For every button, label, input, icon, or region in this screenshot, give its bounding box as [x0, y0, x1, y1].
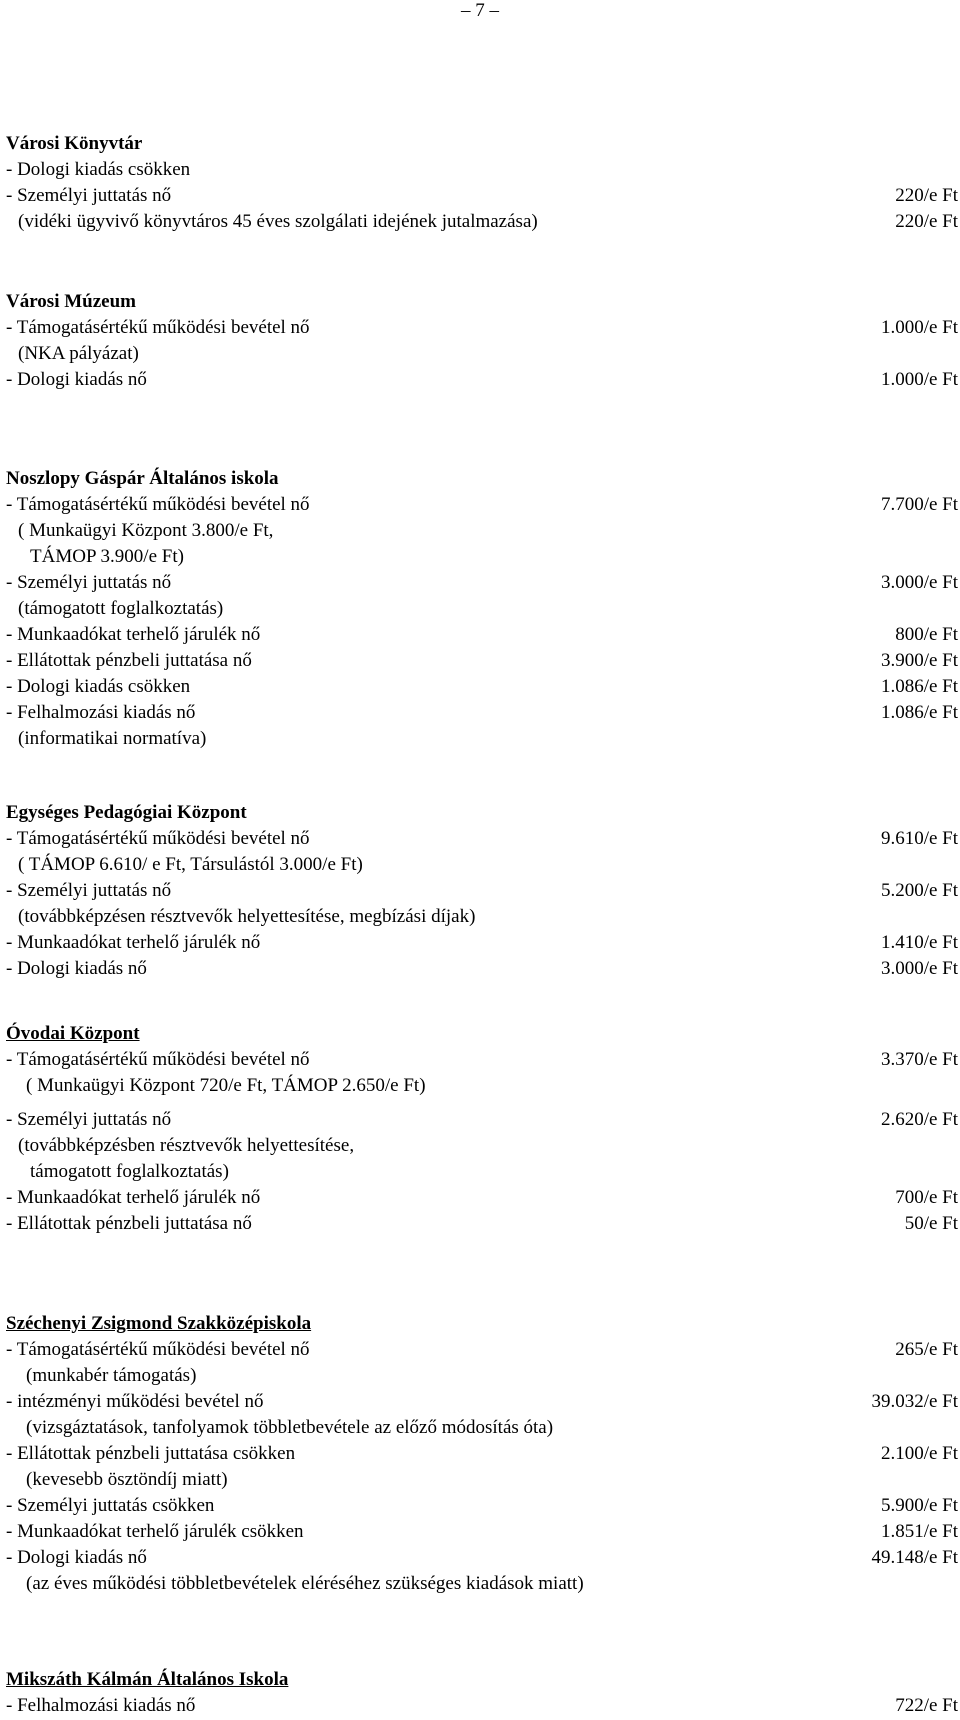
- item-label: - Felhalmozási kiadás nő: [6, 1695, 196, 1716]
- list-item: [6, 1545, 958, 1571]
- list-item: [6, 1073, 958, 1107]
- item-label: - Dologi kiadás nő: [6, 369, 147, 390]
- item-amount: 1.086/e Ft: [880, 676, 958, 697]
- item-amount: 220/e Ft: [895, 185, 958, 206]
- list-item: [6, 157, 958, 183]
- item-amount: 1.086/e Ft: [880, 702, 958, 723]
- item-amount: 3.000/e Ft: [880, 958, 958, 979]
- item-label: - Támogatásértékű működési bevétel nő: [6, 828, 310, 849]
- list-item: [6, 726, 958, 752]
- section-title: Egységes Pedagógiai Központ: [6, 802, 247, 823]
- item-label: - Személyi juttatás nő: [6, 185, 172, 206]
- item-label: - Személyi juttatás nő: [6, 1109, 172, 1130]
- list-item: [6, 1133, 958, 1159]
- item-amount: 9.610/e Ft: [880, 828, 958, 849]
- item-note: (kevesebb ösztöndíj miatt): [26, 1469, 228, 1490]
- list-item: [6, 1389, 958, 1415]
- item-note: ( Munkaügyi Központ 720/e Ft, TÁMOP 2.650/e Ft): [26, 1075, 426, 1096]
- section-varosi-konyvtar: [6, 131, 958, 235]
- item-note: ( Munkaügyi Központ 3.800/e Ft,: [18, 520, 274, 541]
- list-item: [6, 1519, 958, 1545]
- list-item: [6, 209, 958, 235]
- item-amount: 700/e Ft: [895, 1187, 958, 1208]
- section-noszlopy-gaspar: [6, 466, 958, 752]
- item-note: támogatott foglalkoztatás): [30, 1161, 229, 1182]
- item-label: - Felhalmozási kiadás nő: [6, 702, 196, 723]
- item-amount: 722/e Ft: [895, 1695, 958, 1716]
- list-item: [6, 492, 958, 518]
- item-amount: 3.370/e Ft: [880, 1049, 958, 1070]
- item-amount: 7.700/e Ft: [880, 494, 958, 515]
- item-amount: 1.851/e Ft: [880, 1521, 958, 1542]
- item-amount: 3.900/e Ft: [880, 650, 958, 671]
- item-label: - Ellátottak pénzbeli juttatása csökken: [6, 1443, 296, 1464]
- list-item: [6, 596, 958, 622]
- item-label: - Dologi kiadás nő: [6, 1547, 147, 1568]
- item-amount: 5.900/e Ft: [880, 1495, 958, 1516]
- item-amount: 50/e Ft: [904, 1213, 958, 1234]
- item-label: - Ellátottak pénzbeli juttatása nő: [6, 650, 252, 671]
- section-varosi-muzeum: [6, 289, 958, 393]
- list-item: [6, 1571, 958, 1597]
- list-item: [6, 1159, 958, 1185]
- section-title: Óvodai Központ: [6, 1023, 140, 1044]
- list-item: [6, 1493, 958, 1519]
- list-item: [6, 930, 958, 956]
- page-number: – 7 –: [461, 0, 499, 21]
- list-item: [6, 1467, 958, 1493]
- item-label: - Támogatásértékű működési bevétel nő: [6, 317, 310, 338]
- item-amount: 1.410/e Ft: [880, 932, 958, 953]
- item-note: (vidéki ügyvivő könyvtáros 45 éves szolgálati idejének jutalmazása): [18, 211, 538, 232]
- list-item: [6, 878, 958, 904]
- list-item: [6, 570, 958, 596]
- list-item: [6, 1441, 958, 1467]
- section-title: Városi Múzeum: [6, 291, 136, 312]
- item-note: (továbbképzésen résztvevők helyettesítése, megbízási díjak): [18, 906, 476, 927]
- list-item: [6, 367, 958, 393]
- list-item: [6, 622, 958, 648]
- item-amount: 5.200/e Ft: [880, 880, 958, 901]
- item-label: - Dologi kiadás nő: [6, 958, 147, 979]
- item-amount: 2.100/e Ft: [880, 1443, 958, 1464]
- item-amount: 49.148/e Ft: [871, 1547, 958, 1568]
- list-item: [6, 544, 958, 570]
- list-item: [6, 1363, 958, 1389]
- section-title: Mikszáth Kálmán Általános Iskola: [6, 1669, 289, 1690]
- list-item: [6, 1415, 958, 1441]
- item-label: - Munkaadókat terhelő járulék nő: [6, 932, 261, 953]
- section-title: Széchenyi Zsigmond Szakközépiskola: [6, 1313, 312, 1334]
- section-title: Noszlopy Gáspár Általános iskola: [6, 468, 279, 489]
- section-egyseges-pedagogiai-kozpont: [6, 800, 958, 982]
- item-label: - Személyi juttatás csökken: [6, 1495, 215, 1516]
- item-label: - Támogatásértékű működési bevétel nő: [6, 494, 310, 515]
- list-item: [6, 826, 958, 852]
- item-label: - Munkaadókat terhelő járulék csökken: [6, 1521, 304, 1542]
- item-amount: 39.032/e Ft: [871, 1391, 958, 1412]
- item-amount: 1.000/e Ft: [880, 369, 958, 390]
- list-item: [6, 904, 958, 930]
- list-item: [6, 648, 958, 674]
- item-note: (munkabér támogatás): [26, 1365, 197, 1386]
- list-item: [6, 1693, 958, 1719]
- item-note: (továbbképzésben résztvevők helyettesítése,: [18, 1135, 355, 1156]
- list-item: [6, 1337, 958, 1363]
- item-label: - Dologi kiadás csökken: [6, 676, 191, 697]
- list-item: [6, 1047, 958, 1073]
- item-note: ( TÁMOP 6.610/ e Ft, Társulástól 3.000/e Ft): [18, 854, 363, 875]
- item-label: - Munkaadókat terhelő járulék nő: [6, 624, 261, 645]
- section-ovodai-kozpont: [6, 1021, 958, 1237]
- item-amount: 220/e Ft: [895, 211, 958, 232]
- list-item: [6, 852, 958, 878]
- item-label: - Dologi kiadás csökken: [6, 159, 191, 180]
- list-item: [6, 1211, 958, 1237]
- item-label: - Munkaadókat terhelő járulék nő: [6, 1187, 261, 1208]
- item-note: TÁMOP 3.900/e Ft): [30, 546, 184, 567]
- item-note: (NKA pályázat): [18, 343, 139, 364]
- list-item: [6, 1107, 958, 1133]
- list-item: [6, 315, 958, 341]
- item-note: (vizsgáztatások, tanfolyamok többletbevétele az előző módosítás óta): [26, 1417, 554, 1438]
- item-amount: 1.000/e Ft: [880, 317, 958, 338]
- section-title: Városi Könyvtár: [6, 133, 143, 154]
- item-label: - Támogatásértékű működési bevétel nő: [6, 1049, 310, 1070]
- item-amount: 800/e Ft: [895, 624, 958, 645]
- item-label: - Személyi juttatás nő: [6, 880, 172, 901]
- section-szechenyi-zsigmond: [6, 1311, 958, 1597]
- item-label: - Személyi juttatás nő: [6, 572, 172, 593]
- item-label: - Ellátottak pénzbeli juttatása nő: [6, 1213, 252, 1234]
- item-amount: 2.620/e Ft: [880, 1109, 958, 1130]
- list-item: [6, 518, 958, 544]
- list-item: [6, 956, 958, 982]
- list-item: [6, 1185, 958, 1211]
- item-amount: 265/e Ft: [895, 1339, 958, 1360]
- list-item: [6, 341, 958, 367]
- item-note: (az éves működési többletbevételek eléréséhez szükséges kiadások miatt): [26, 1573, 584, 1594]
- list-item: [6, 674, 958, 700]
- list-item: [6, 700, 958, 726]
- item-label: - Támogatásértékű működési bevétel nő: [6, 1339, 310, 1360]
- item-label: - intézményi működési bevétel nő: [6, 1391, 264, 1412]
- item-note: (informatikai normatíva): [18, 728, 207, 749]
- list-item: [6, 183, 958, 209]
- section-mikszath-kalman: [6, 1667, 958, 1719]
- item-note: (támogatott foglalkoztatás): [18, 598, 224, 619]
- item-amount: 3.000/e Ft: [880, 572, 958, 593]
